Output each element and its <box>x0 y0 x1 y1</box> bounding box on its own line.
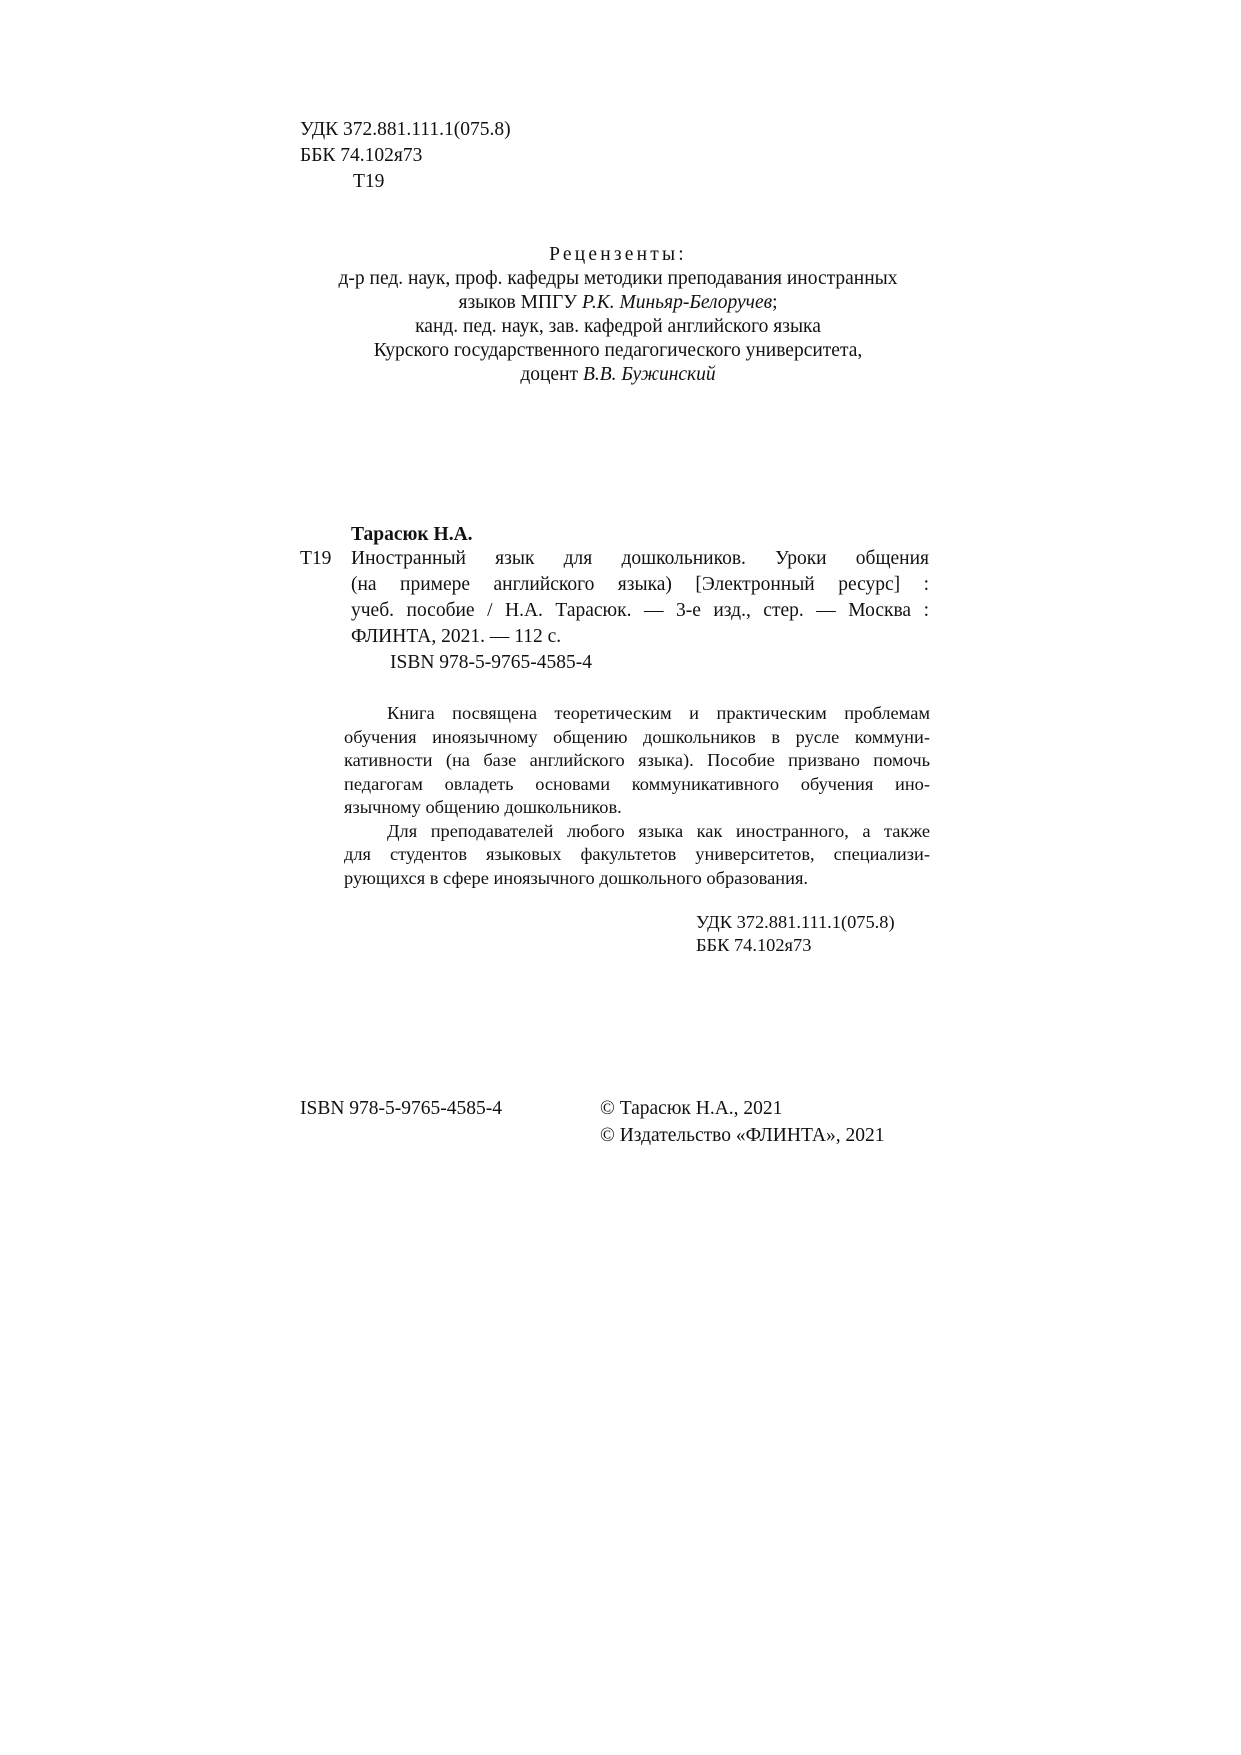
annotation <box>344 702 930 890</box>
bibliography-line: (на примере английского языка) [Электронный ресурс] : <box>351 574 929 595</box>
reviewer-line-4: Курского государственного педагогического университета, <box>373 340 863 361</box>
bibliography-line: Иностранный язык для дошкольников. Уроки общения <box>351 548 929 569</box>
annotation-line: язычному общению дошкольников. <box>344 797 622 817</box>
reviewer-punctuation: ; <box>772 292 778 313</box>
annotation-line: педагогам овладеть основами коммуникативного обучения ино- <box>344 773 930 794</box>
bibliography-line: учеб. пособие / Н.А. Тарасюк. — 3-е изд., стер. — Москва : <box>351 600 929 621</box>
copyright-author: © Тарасюк Н.А., 2021 <box>600 1098 783 1119</box>
annotation-line: рующихся в сфере иноязычного дошкольного образования. <box>344 867 809 888</box>
bbk-code: ББК 74.102я73 <box>300 145 423 166</box>
reviewer-line-1: д-р пед. наук, проф. кафедры методики преподавания иностранных <box>338 268 898 289</box>
reviewer-position: доцент <box>520 364 583 385</box>
footer-isbn: ISBN 978-5-9765-4585-4 <box>300 1098 503 1119</box>
annotation-line: обучения иноязычному общению дошкольников в русле коммуни- <box>344 726 930 747</box>
reviewer-name: В.В. Бужинский <box>582 364 716 385</box>
bibliography-isbn: ISBN 978-5-9765-4585-4 <box>390 652 593 673</box>
bibliography-line: ФЛИНТА, 2021. — 112 с. <box>351 626 562 647</box>
udc-code: УДК 372.881.111.1(075.8) <box>300 119 511 140</box>
annotation-line: кативности (на базе английского языка). Пособие призвано помочь <box>344 750 930 770</box>
annotation-line: для студентов языковых факультетов университетов, специализи- <box>344 844 930 864</box>
copyright-publisher: © Издательство «ФЛИНТА», 2021 <box>600 1125 885 1146</box>
reviewer-line-5 <box>296 363 940 387</box>
bibliography-code: Т19 <box>300 548 332 569</box>
reviewer-name: Р.К. Миньяр-Белоручев <box>581 292 773 313</box>
annotation-line: Книга посвящена теоретическим и практическим проблемам <box>387 703 930 723</box>
udc-code-bottom: УДК 372.881.111.1(075.8) <box>696 912 895 932</box>
bibliography-description <box>351 546 929 650</box>
reviewers-block <box>296 243 940 387</box>
bbk-code-bottom: ББК 74.102я73 <box>696 935 812 955</box>
annotation-line: Для преподавателей любого языка как иностранного, а также <box>387 820 930 841</box>
bibliography-author: Тарасюк Н.А. <box>351 524 473 545</box>
reviewer-affiliation: языков МПГУ <box>458 292 582 313</box>
reviewer-line-2 <box>296 291 940 315</box>
author-mark: Т19 <box>353 171 385 192</box>
reviewer-line-3: канд. пед. наук, зав. кафедрой английского языка <box>415 316 821 337</box>
reviewers-title: Рецензенты: <box>549 244 687 265</box>
